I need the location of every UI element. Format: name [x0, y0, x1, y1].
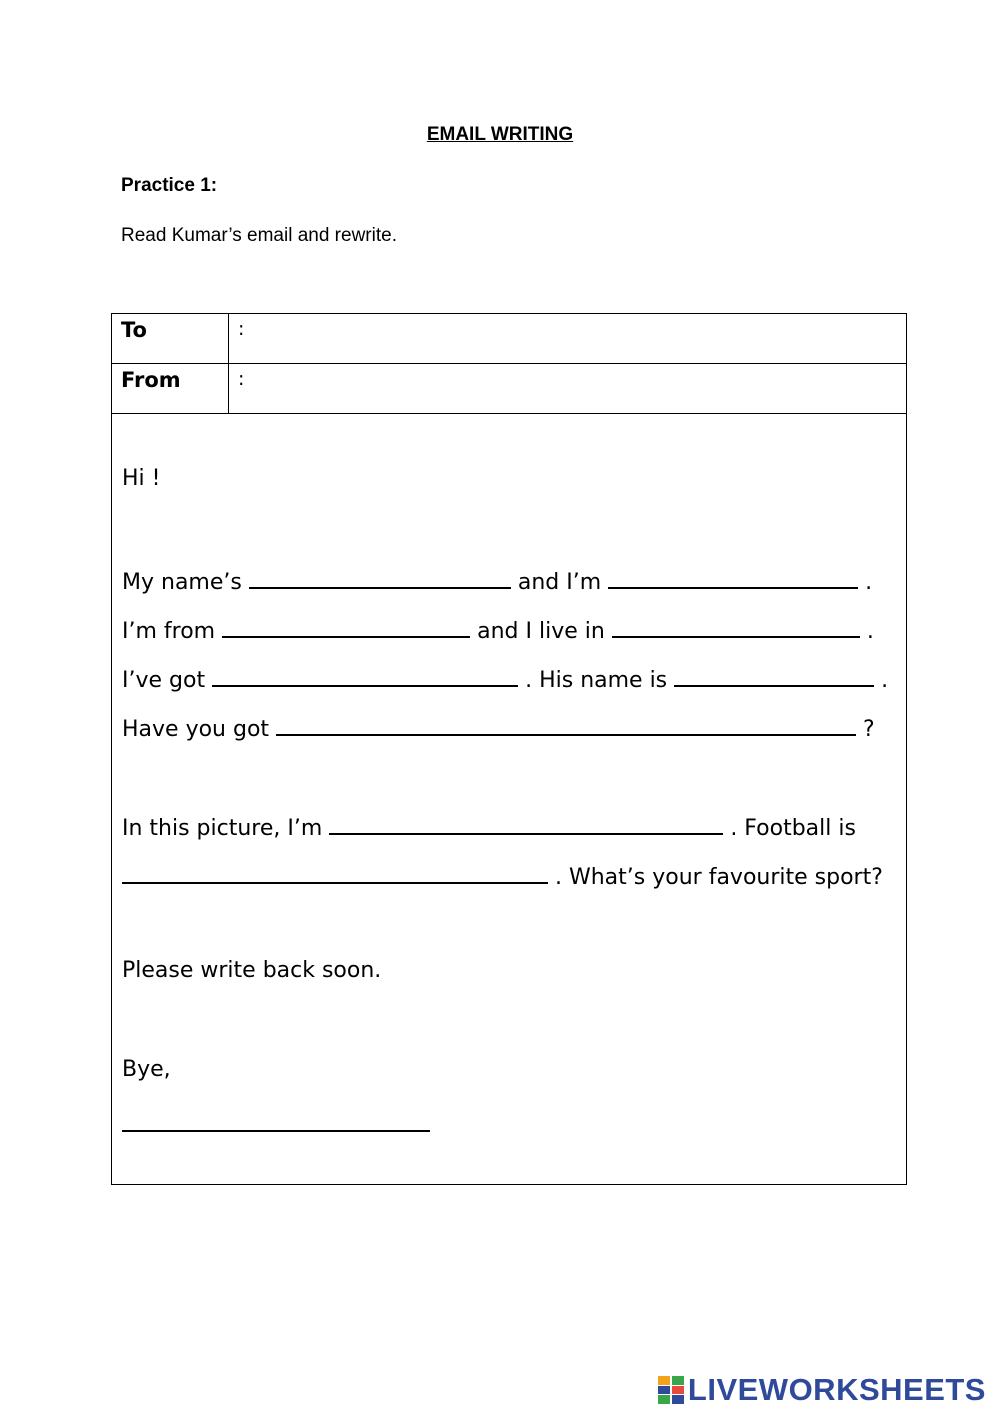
country-blank[interactable]: [222, 614, 470, 638]
worksheet-title: EMAIL WRITING: [426, 124, 574, 145]
activity-blank[interactable]: [329, 811, 723, 835]
line5-text-b: . Football is: [730, 816, 856, 841]
instruction-text: Read Kumar’s email and rewrite.: [121, 225, 397, 246]
greeting: Hi !: [122, 466, 161, 491]
email-line-6: [122, 860, 883, 890]
practice-label: Practice 1:: [121, 175, 218, 196]
liveworksheets-logo-icon: [658, 1376, 684, 1404]
line6-text-a: . What’s your favourite sport?: [555, 865, 883, 890]
line5-text-a: In this picture, I’m: [122, 816, 323, 841]
question-blank[interactable]: [276, 712, 856, 736]
line3-text-c: .: [881, 668, 889, 693]
opinion-blank[interactable]: [122, 860, 548, 884]
line3-text-b: . His name is: [525, 668, 668, 693]
line2-text-c: .: [866, 619, 874, 644]
line1-text-c: .: [865, 570, 873, 595]
to-row: [112, 314, 906, 364]
email-line-2: [122, 614, 874, 644]
age-blank[interactable]: [608, 565, 858, 589]
to-field[interactable]: :: [238, 318, 245, 340]
email-line-4: [122, 712, 875, 742]
liveworksheets-logo: [658, 1372, 986, 1408]
pet-name-blank[interactable]: [674, 663, 874, 687]
city-blank[interactable]: [612, 614, 860, 638]
signoff: Bye,: [122, 1057, 171, 1082]
from-field[interactable]: :: [238, 368, 245, 390]
email-line-3: [122, 663, 888, 693]
from-row: [112, 364, 906, 414]
from-label: From: [112, 364, 229, 413]
line3-text-a: I’ve got: [122, 668, 206, 693]
line2-text-b: and I live in: [477, 619, 605, 644]
closing-line: Please write back soon.: [122, 958, 382, 983]
line2-text-a: I’m from: [122, 619, 216, 644]
pet-blank[interactable]: [212, 663, 518, 687]
email-form: [111, 313, 907, 1185]
to-label: To: [112, 314, 229, 363]
line4-text-b: ?: [863, 717, 875, 742]
email-line-1: [122, 565, 872, 595]
line4-text-a: Have you got: [122, 717, 270, 742]
line1-text-b: and I’m: [517, 570, 602, 595]
email-line-5: [122, 811, 856, 841]
name-blank[interactable]: [249, 565, 511, 589]
liveworksheets-logo-text: LIVEWORKSHEETS: [687, 1372, 986, 1407]
signature-blank[interactable]: [122, 1108, 430, 1138]
line1-text-a: My name’s: [122, 570, 242, 595]
